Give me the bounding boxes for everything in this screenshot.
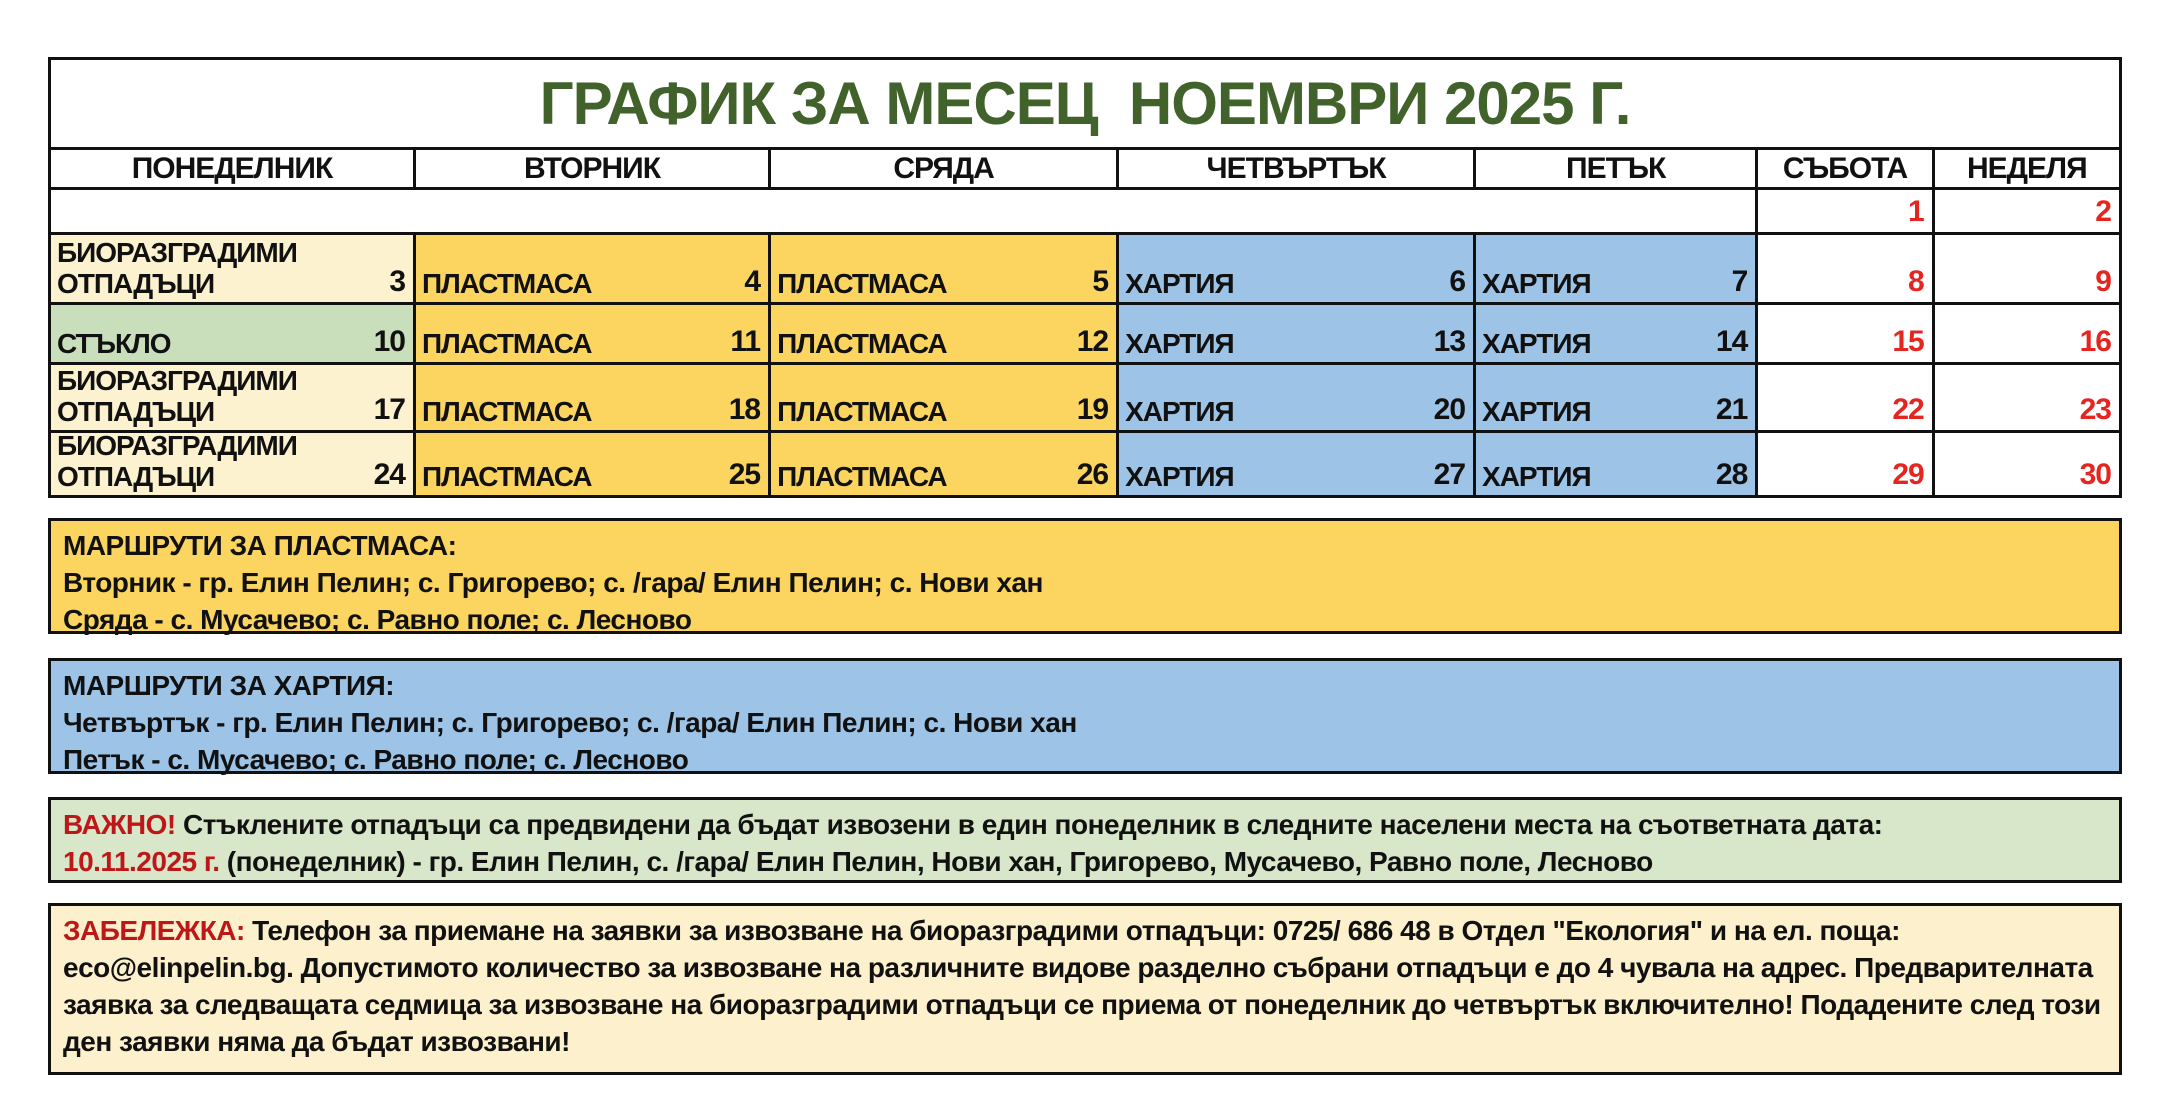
day-cell-paper bbox=[1119, 433, 1476, 495]
week-row-4 bbox=[51, 365, 2119, 433]
plastic-routes-tuesday: Вторник - гр. Елин Пелин; с. Григорево; с. /гара/ Елин Пелин; с. Нови хан bbox=[63, 567, 1043, 598]
important-text: Стъклените отпадъци са предвидени да бъдат извозени в един понеделник в следните населени места на съответната дата: bbox=[175, 809, 1883, 840]
day-cell-paper bbox=[1476, 365, 1758, 430]
day-number: 8 bbox=[1908, 265, 1924, 298]
day-number: 21 bbox=[1715, 393, 1748, 426]
day-cell-plastic bbox=[416, 433, 771, 495]
weekday-header-row bbox=[51, 150, 2119, 190]
day-number: 19 bbox=[1076, 393, 1109, 426]
day-number: 17 bbox=[373, 393, 405, 426]
day-cell-paper bbox=[1119, 235, 1476, 302]
important-date-text: (понеделник) - гр. Елин Пелин, с. /гара/ Елин Пелин, Нови хан, Григорево, Мусачево, Равно поле, Лесново bbox=[219, 846, 1653, 877]
header-thursday: ЧЕТВЪРТЪК bbox=[1119, 150, 1476, 187]
day-label: БИОРАЗГРАДИМИ ОТПАДЪЦИ bbox=[57, 433, 297, 492]
day-cell-biodegradable bbox=[51, 365, 416, 430]
calendar-table bbox=[48, 57, 2122, 498]
paper-routes-thursday: Четвъртък - гр. Елин Пелин; с. Григорево; с. /гара/ Елин Пелин; с. Нови хан bbox=[63, 707, 1077, 738]
day-label: ХАРТИЯ bbox=[1482, 328, 1591, 359]
day-number: 12 bbox=[1076, 325, 1109, 358]
day-label: ХАРТИЯ bbox=[1482, 396, 1591, 427]
empty-weekdays-cell bbox=[51, 190, 1758, 232]
day-cell-plastic bbox=[771, 305, 1119, 362]
day-number: 1 bbox=[1908, 195, 1924, 228]
day-cell-saturday bbox=[1758, 305, 1934, 362]
note-label: ЗАБЕЛЕЖКА: bbox=[63, 915, 245, 946]
day-label: БИОРАЗГРАДИМИ ОТПАДЪЦИ bbox=[57, 365, 297, 427]
important-line-1 bbox=[63, 806, 2107, 843]
day-label: ХАРТИЯ bbox=[1125, 268, 1234, 299]
day-label: ПЛАСТМАСА bbox=[777, 328, 947, 359]
day-cell-paper bbox=[1476, 433, 1758, 495]
plastic-routes-title: МАРШРУТИ ЗА ПЛАСТМАСА: bbox=[63, 530, 457, 561]
day-number: 22 bbox=[1892, 393, 1924, 426]
day-cell-sunday bbox=[1935, 433, 2119, 495]
day-label: ХАРТИЯ bbox=[1125, 461, 1234, 492]
day-cell-paper bbox=[1119, 365, 1476, 430]
day-cell-paper bbox=[1476, 235, 1758, 302]
day-number: 26 bbox=[1076, 458, 1109, 491]
day-cell-biodegradable bbox=[51, 433, 416, 495]
day-label: ХАРТИЯ bbox=[1482, 461, 1591, 492]
day-label: ХАРТИЯ bbox=[1125, 328, 1234, 359]
day-cell-plastic bbox=[771, 365, 1119, 430]
important-date: 10.11.2025 г. bbox=[63, 846, 220, 877]
day-number: 11 bbox=[730, 325, 761, 358]
day-cell-saturday bbox=[1758, 433, 1934, 495]
day-label: ПЛАСТМАСА bbox=[777, 461, 947, 492]
day-label: БИОРАЗГРАДИМИ ОТПАДЪЦИ bbox=[57, 237, 297, 299]
header-sunday: НЕДЕЛЯ bbox=[1966, 151, 2087, 185]
day-cell-sunday bbox=[1935, 365, 2119, 430]
note-box bbox=[48, 903, 2122, 1075]
day-number: 23 bbox=[2079, 393, 2111, 426]
day-label: ПЛАСТМАСА bbox=[777, 268, 947, 299]
day-number: 27 bbox=[1433, 458, 1466, 491]
day-number: 10 bbox=[373, 325, 405, 358]
day-label: ПЛАСТМАСА bbox=[777, 396, 947, 427]
day-number: 6 bbox=[1449, 265, 1466, 298]
day-number: 25 bbox=[728, 458, 761, 491]
day-number: 30 bbox=[2079, 458, 2111, 491]
header-friday: ПЕТЪК bbox=[1476, 150, 1758, 187]
paper-routes-title: МАРШРУТИ ЗА ХАРТИЯ: bbox=[63, 670, 395, 701]
day-number: 4 bbox=[744, 265, 761, 298]
header-wednesday: СРЯДА bbox=[771, 150, 1119, 187]
day-number: 5 bbox=[1092, 265, 1109, 298]
plastic-routes-box bbox=[48, 518, 2122, 634]
day-label: ХАРТИЯ bbox=[1125, 396, 1234, 427]
day-number: 16 bbox=[2079, 325, 2111, 358]
important-line-2 bbox=[63, 843, 2107, 880]
day-cell-sunday bbox=[1935, 305, 2119, 362]
week-row-3 bbox=[51, 305, 2119, 365]
paper-routes-box bbox=[48, 658, 2122, 774]
day-cell-saturday bbox=[1758, 190, 1934, 232]
note-text: Телефон за приемане на заявки за извозване на биоразградими отпадъци: 0725/ 686 48 в Отдел "Екология" и на ел. поща: eco@elinpelin.bg. Допустимото количество за извозване на различните видове разделно събрани отпадъци е до 4 чувала на адрес. Предварителната заявка за следващата седмица за извозване на биоразградими отпадъци се приема от понеделник до четвъртък включително! Подадените след този ден заявки няма да бъдат извозвани! bbox=[63, 915, 2101, 1057]
day-cell-plastic bbox=[416, 235, 771, 302]
day-number: 13 bbox=[1433, 325, 1466, 358]
day-label: ПЛАСТМАСА bbox=[422, 396, 592, 427]
important-label: ВАЖНО! bbox=[63, 809, 176, 840]
day-label: ПЛАСТМАСА bbox=[422, 268, 592, 299]
day-cell-paper bbox=[1476, 305, 1758, 362]
day-cell-plastic bbox=[416, 365, 771, 430]
day-label: ПЛАСТМАСА bbox=[422, 461, 592, 492]
important-glass-box bbox=[48, 797, 2122, 883]
day-number: 28 bbox=[1715, 458, 1748, 491]
paper-routes-friday: Петък - с. Мусачево; с. Равно поле; с. Лесново bbox=[63, 744, 689, 775]
week-row-2 bbox=[51, 235, 2119, 305]
day-number: 29 bbox=[1892, 458, 1924, 491]
day-number: 18 bbox=[728, 393, 761, 426]
page-title: ГРАФИК ЗА МЕСЕЦ НОЕМВРИ 2025 Г. bbox=[51, 60, 2119, 150]
header-saturday: СЪБОТА bbox=[1758, 150, 1934, 187]
day-number: 7 bbox=[1731, 265, 1748, 298]
day-number: 2 bbox=[2095, 195, 2111, 228]
day-label: ХАРТИЯ bbox=[1482, 268, 1591, 299]
week-row-5 bbox=[51, 433, 2119, 495]
day-cell-saturday bbox=[1758, 365, 1934, 430]
day-cell-saturday bbox=[1758, 235, 1934, 302]
day-number: 9 bbox=[2095, 265, 2111, 298]
day-number: 20 bbox=[1433, 393, 1466, 426]
day-number: 3 bbox=[389, 265, 405, 298]
day-label: СТЪКЛО bbox=[57, 328, 171, 359]
day-cell-sunday bbox=[1935, 190, 2119, 232]
day-cell-plastic bbox=[771, 433, 1119, 495]
header-monday: ПОНЕДЕЛНИК bbox=[51, 150, 416, 187]
day-cell-glass bbox=[51, 305, 416, 362]
day-cell-plastic bbox=[771, 235, 1119, 302]
day-label: ПЛАСТМАСА bbox=[422, 328, 592, 359]
day-cell-plastic bbox=[416, 305, 771, 362]
day-number: 24 bbox=[373, 458, 405, 491]
header-tuesday: ВТОРНИК bbox=[416, 150, 771, 187]
plastic-routes-wednesday: Сряда - с. Мусачево; с. Равно поле; с. Лесново bbox=[63, 604, 692, 635]
day-cell-sunday bbox=[1935, 235, 2119, 302]
week-row-1 bbox=[51, 190, 2119, 235]
day-number: 15 bbox=[1892, 325, 1924, 358]
day-number: 14 bbox=[1715, 325, 1748, 358]
day-cell-paper bbox=[1119, 305, 1476, 362]
day-cell-biodegradable bbox=[51, 235, 416, 302]
